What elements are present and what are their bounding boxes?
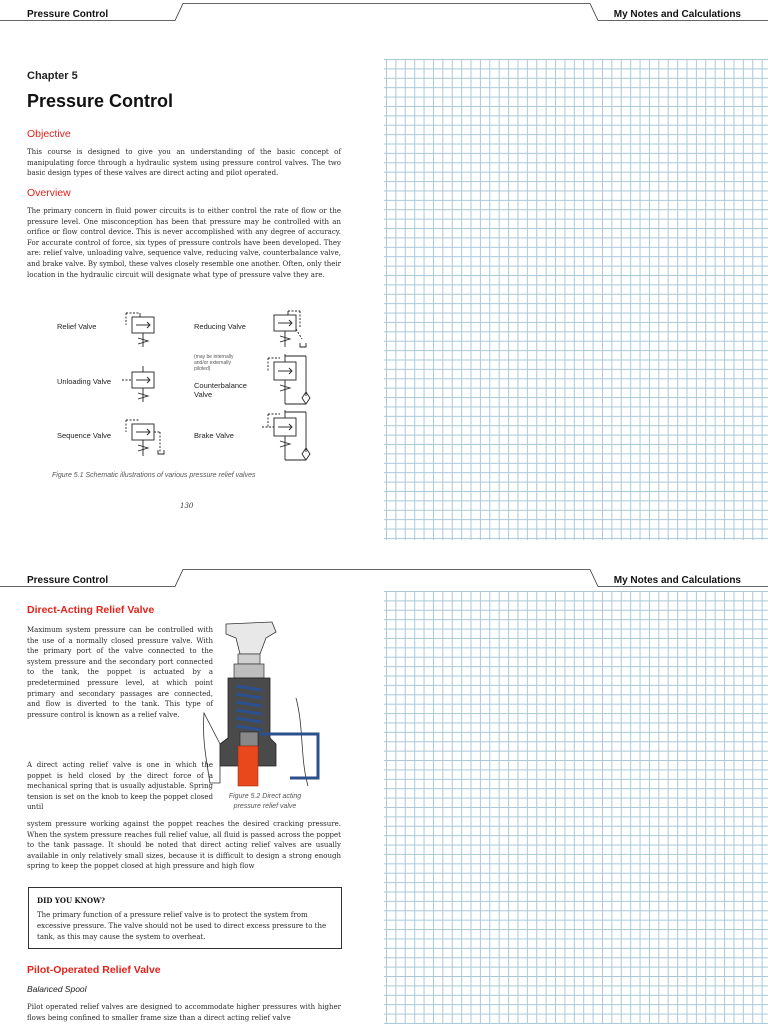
reducing-valve-symbol bbox=[262, 309, 308, 351]
figure-5-1-caption: Figure 5.1 Schematic illustrations of various pressure relief valves bbox=[52, 472, 256, 479]
pilot-note: (may be internally and/or externally piloted) bbox=[194, 354, 234, 372]
brake-valve-symbol bbox=[256, 408, 316, 464]
balanced-spool-subheading: Balanced Spool bbox=[27, 984, 87, 994]
label-sequence-valve: Sequence Valve bbox=[57, 431, 112, 440]
page-header bbox=[0, 566, 768, 590]
did-you-know-body: The primary function of a pressure relief valve is to protect the system from excessive pressure. The valve should not be used to direct excess pressure to the tank, as this may cause the system to overheat. bbox=[37, 911, 327, 941]
header-left-title: Pressure Control bbox=[27, 575, 109, 586]
counterbalance-valve-symbol bbox=[256, 352, 316, 408]
direct-acting-para-2-cont: system pressure working against the poppet reaches the desired cracking pressure. When the system pressure reaches full relief value, all fluid is passed across the poppet to the tank passage. It should be noted that direct acting relief valves are usually available in only relatively small sizes, because it is difficult to design a strong enough spring to keep the poppet closed at high pressure and high flow bbox=[27, 820, 341, 871]
objective-text: This course is designed to give you an understanding of the basic concept of manipulating force through a hydraulic system using pressure control valves. The two basic design types of these valves are direct acting and pilot operated. bbox=[27, 148, 341, 178]
direct-acting-relief-valve-illustration bbox=[200, 618, 340, 788]
label-counterbalance-valve: Counterbalance Valve bbox=[194, 381, 247, 399]
relief-valve-symbol bbox=[120, 311, 160, 349]
notes-grid bbox=[384, 591, 768, 1024]
overview-text: The primary concern in fluid power circuits is to either control the rate of flow or the pressure level. One misconception has been that pressure may be controlled with an orifice or flow control device. This is never accomplished with any degree of accuracy. For accurate control of force, six types of pressure controls have been developed. They are: relief valve, unloading valve, sequence valve, reducing valve, counterbalance valve, and brake valve. By symbol, these valves closely resemble one another. Often, only their location in the hydraulic circuit will designate what type of pressure valve they are. bbox=[27, 207, 341, 279]
chapter-label: Chapter 5 bbox=[27, 70, 78, 82]
objective-heading: Objective bbox=[27, 128, 71, 140]
direct-acting-para-1: Maximum system pressure can be controlled with the use of a normally closed pressure valve. With the primary port of the valve connected to the system pressure and the secondary port connected to the tank, the poppet is actuated by a predetermined pressure level, at which point primary and secondary passages are connected, and flow is diverted to the tank. This type of pressure control is known as a relief valve. bbox=[27, 626, 213, 719]
did-you-know-box bbox=[28, 887, 342, 949]
label-reducing-valve: Reducing Valve bbox=[194, 322, 246, 331]
label-unloading-valve: Unloading Valve bbox=[57, 377, 112, 386]
direct-acting-para-2: A direct acting relief valve is one in which the poppet is held closed by the direct force of a mechanical spring that is usually adjustable. Spring tension is set on the knob to keep the poppet closed until bbox=[27, 761, 213, 812]
label-relief-valve: Relief Valve bbox=[57, 322, 97, 331]
page-gap bbox=[0, 540, 768, 566]
direct-acting-heading: Direct-Acting Relief Valve bbox=[27, 604, 155, 616]
page-title: Pressure Control bbox=[27, 91, 174, 111]
page-number: 130 bbox=[180, 502, 194, 510]
unloading-valve-symbol bbox=[120, 364, 162, 404]
figure-5-2-caption: Figure 5.2 Direct acting pressure relief valve bbox=[228, 793, 302, 810]
overview-heading: Overview bbox=[27, 187, 71, 199]
header-right-title: My Notes and Calculations bbox=[613, 9, 741, 20]
label-brake-valve: Brake Valve bbox=[194, 431, 234, 440]
header-right-title: My Notes and Calculations bbox=[613, 575, 741, 586]
sequence-valve-symbol bbox=[120, 418, 170, 458]
page-header bbox=[0, 0, 768, 24]
pilot-operated-text: Pilot operated relief valves are designed to accommodate higher pressures with higher flows being confined to smaller frame size than a direct acting relief valve bbox=[27, 1003, 341, 1022]
notes-grid bbox=[384, 59, 768, 540]
header-left-title: Pressure Control bbox=[27, 9, 109, 20]
did-you-know-title: DID YOU KNOW? bbox=[37, 896, 106, 905]
pilot-operated-heading: Pilot-Operated Relief Valve bbox=[27, 964, 161, 976]
